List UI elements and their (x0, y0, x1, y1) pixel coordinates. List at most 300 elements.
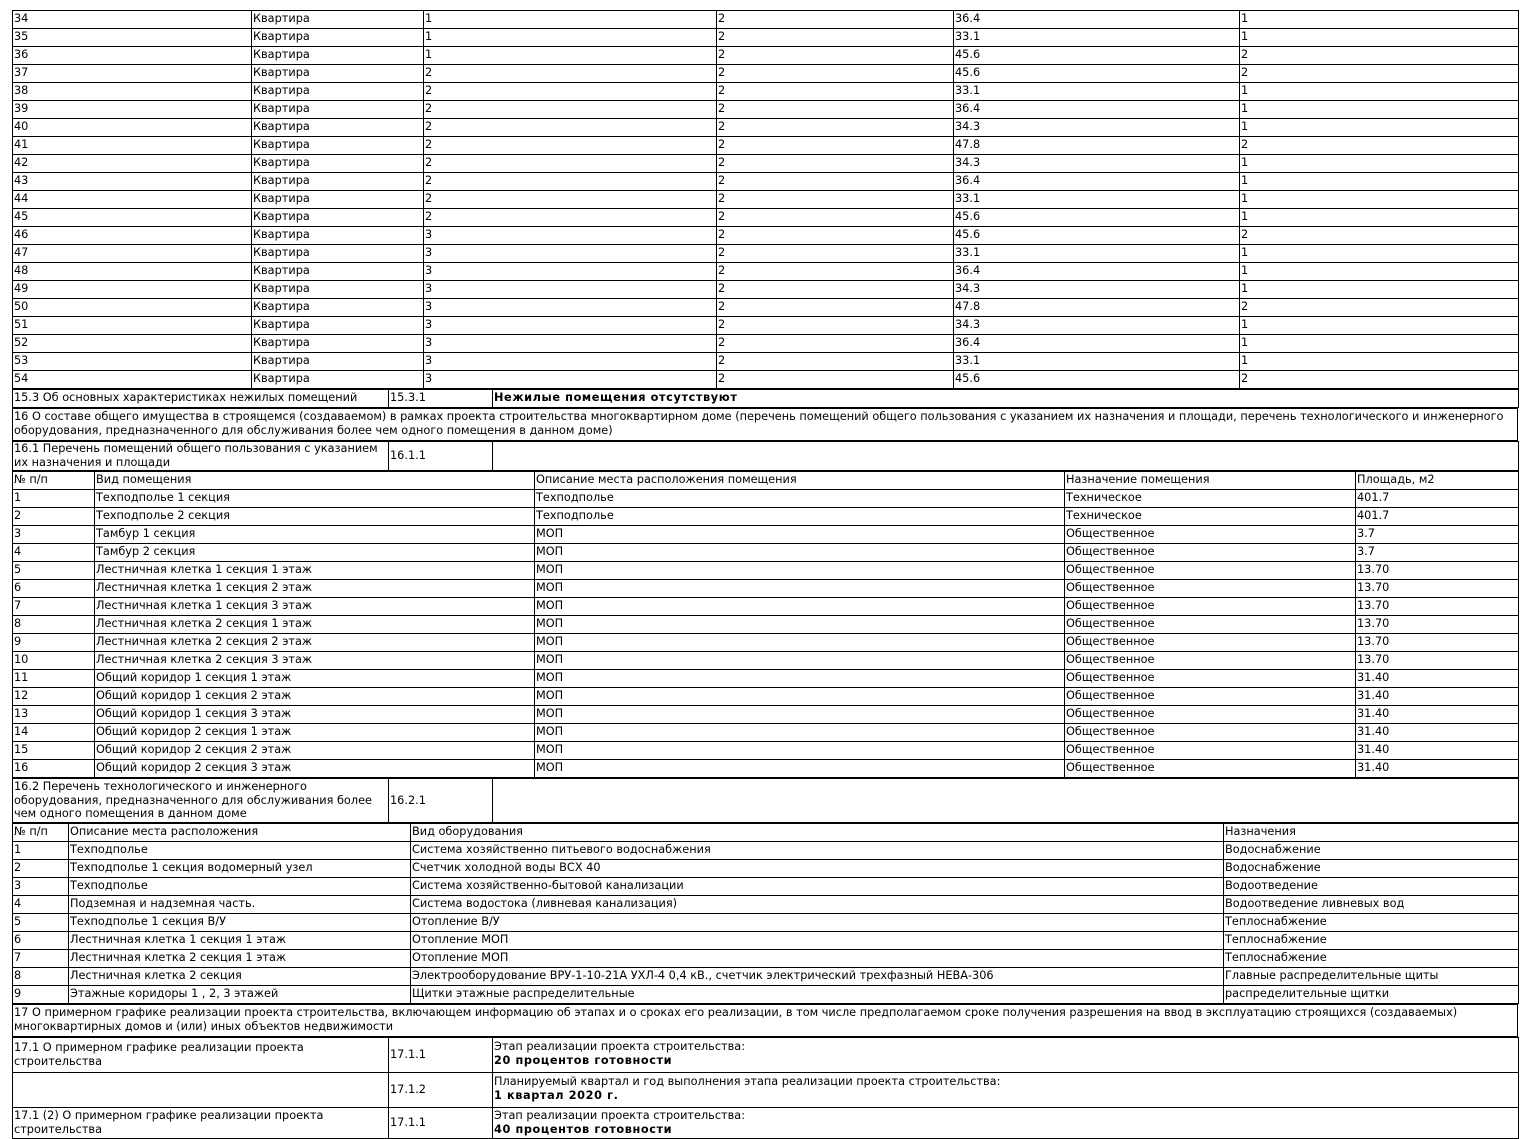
apartment-row-cell: 1 (1240, 173, 1519, 191)
premise-row (13, 526, 1519, 544)
header-cell: № п/п (13, 824, 69, 842)
equipment-row-cell: Отопление В/У (411, 914, 1224, 932)
header-cell: Площадь, м2 (1356, 472, 1519, 490)
apartment-row (13, 11, 1519, 29)
apartment-row-cell: 2 (717, 83, 954, 101)
apartment-row-cell: 3 (424, 245, 717, 263)
premise-row-cell: Общий коридор 2 секция 2 этаж (95, 742, 535, 760)
s16-1-code: 16.1.1 (389, 442, 493, 471)
equipment-row-cell: Техподполье 1 секция В/У (69, 914, 411, 932)
apartment-row-cell: 2 (1240, 65, 1519, 83)
apartment-row-cell: 3 (424, 263, 717, 281)
s16-2-code: 16.2.1 (389, 779, 493, 823)
equipment-table-body (13, 842, 1519, 1004)
apartment-row-cell: 2 (717, 119, 954, 137)
premise-row-cell: МОП (535, 634, 1065, 652)
premise-row-cell: 12 (13, 688, 95, 706)
s17-r1-value: 20 процентов готовности (494, 1053, 673, 1067)
apartment-row-cell: 2 (424, 101, 717, 119)
premise-row-cell: 3 (13, 526, 95, 544)
equipment-row-cell: Главные распределительные щиты (1224, 968, 1519, 986)
apartment-row-cell: Квартира (252, 29, 424, 47)
equipment-row-cell: Подземная и надземная часть. (69, 896, 411, 914)
premise-row-cell: Общественное (1065, 706, 1356, 724)
apartment-row-cell: 43 (13, 173, 252, 191)
premise-row-cell: Техническое (1065, 490, 1356, 508)
apartment-row-cell: 1 (1240, 317, 1519, 335)
apartment-row-cell: Квартира (252, 173, 424, 191)
premise-row-cell: МОП (535, 598, 1065, 616)
premise-row-cell: Общественное (1065, 688, 1356, 706)
premise-row-cell: Общий коридор 1 секция 1 этаж (95, 670, 535, 688)
premise-row-cell: Общественное (1065, 544, 1356, 562)
premise-row-cell: Техподполье 2 секция (95, 508, 535, 526)
apartment-row (13, 299, 1519, 317)
apartment-row-cell: Квартира (252, 209, 424, 227)
premise-row (13, 688, 1519, 706)
apartment-row-cell: 2 (717, 227, 954, 245)
apartment-row-cell: 2 (1240, 47, 1519, 65)
apartment-row-cell: 1 (1240, 263, 1519, 281)
premise-row-cell: Тамбур 2 секция (95, 544, 535, 562)
premise-row-cell: Общественное (1065, 670, 1356, 688)
apartment-row (13, 47, 1519, 65)
apartment-row-cell: 45.6 (954, 65, 1240, 83)
apartment-row-cell: 2 (717, 371, 954, 389)
premise-row-cell: 3.7 (1356, 526, 1519, 544)
apartment-row (13, 227, 1519, 245)
premise-row-cell: 13.70 (1356, 580, 1519, 598)
premise-row-cell: Общественное (1065, 526, 1356, 544)
equipment-row-cell: Лестничная клетка 2 секция (69, 968, 411, 986)
premise-row-cell: МОП (535, 688, 1065, 706)
equipment-row-cell: Водоотведение (1224, 878, 1519, 896)
apartment-row (13, 317, 1519, 335)
apartment-row-cell: 2 (717, 101, 954, 119)
apartment-row-cell: Квартира (252, 263, 424, 281)
apartment-row-cell: 2 (717, 65, 954, 83)
premise-row-cell: 2 (13, 508, 95, 526)
apartment-row-cell: 48 (13, 263, 252, 281)
equipment-row-cell: 2 (13, 860, 69, 878)
premise-row-cell: Общественное (1065, 724, 1356, 742)
apartment-row-cell: 1 (1240, 191, 1519, 209)
apartment-row-cell: 34.3 (954, 155, 1240, 173)
apartment-row-cell: 2 (717, 281, 954, 299)
apartment-row (13, 155, 1519, 173)
equipment-row-cell: Отопление МОП (411, 932, 1224, 950)
apartment-row-cell: 33.1 (954, 245, 1240, 263)
apartment-row (13, 209, 1519, 227)
section-17 (12, 1004, 1518, 1037)
s17-r3-code: 17.1.1 (389, 1108, 493, 1139)
apartment-row (13, 371, 1519, 389)
apartment-row-cell: 2 (424, 65, 717, 83)
apartment-row-cell: Квартира (252, 155, 424, 173)
equipment-row-cell: 6 (13, 932, 69, 950)
apartment-row-cell: 45.6 (954, 209, 1240, 227)
equipment-row-cell: Техподполье (69, 842, 411, 860)
premise-row-cell: МОП (535, 580, 1065, 598)
apartment-row-cell: 2 (1240, 299, 1519, 317)
s17-r3-label: 17.1 (2) О примерном графике реализации проекта строительства (13, 1108, 389, 1139)
apartment-row-cell: 47 (13, 245, 252, 263)
premise-row-cell: Лестничная клетка 2 секция 2 этаж (95, 634, 535, 652)
equipment-row-cell: 7 (13, 950, 69, 968)
apartment-row (13, 119, 1519, 137)
apartment-row-cell: 2 (717, 137, 954, 155)
premise-row (13, 706, 1519, 724)
equipment-row (13, 968, 1519, 986)
apartment-row-cell: 1 (1240, 245, 1519, 263)
premise-row-cell: МОП (535, 526, 1065, 544)
premise-row-cell: Лестничная клетка 2 секция 1 этаж (95, 616, 535, 634)
premise-row-cell: 13 (13, 706, 95, 724)
s17-r3-caption: Этап реализации проекта строительства: (494, 1109, 746, 1122)
s17-r1-label: 17.1 О примерном графике реализации проекта строительства (13, 1038, 389, 1073)
premise-row (13, 508, 1519, 526)
equipment-row (13, 950, 1519, 968)
apartment-row-cell: 2 (424, 173, 717, 191)
apartment-row-cell: Квартира (252, 191, 424, 209)
section-16-2-header (12, 778, 1519, 823)
apartment-row-cell: 2 (424, 209, 717, 227)
premise-row-cell: Общественное (1065, 742, 1356, 760)
apartment-row (13, 65, 1519, 83)
apartment-row-cell: Квартира (252, 11, 424, 29)
equipment-row-cell: 3 (13, 878, 69, 896)
premise-row (13, 652, 1519, 670)
premise-row (13, 490, 1519, 508)
s16-1-empty (493, 442, 1519, 471)
premise-row-cell: Общий коридор 1 секция 3 этаж (95, 706, 535, 724)
premise-row-cell: Общий коридор 2 секция 3 этаж (95, 760, 535, 778)
equipment-row-cell: распределительные щитки (1224, 986, 1519, 1004)
apartment-row-cell: 2 (424, 191, 717, 209)
premise-row-cell: 1 (13, 490, 95, 508)
s17-r2-code: 17.1.2 (389, 1073, 493, 1108)
apartment-row-cell: 34.3 (954, 281, 1240, 299)
apartment-row-cell: 36.4 (954, 263, 1240, 281)
header-cell: Вид помещения (95, 472, 535, 490)
apartment-row-cell: 51 (13, 317, 252, 335)
apartment-row (13, 245, 1519, 263)
apartments-table-body (13, 11, 1519, 389)
premise-row (13, 724, 1519, 742)
equipment-row-cell: Система хозяйственно питьевого водоснабжения (411, 842, 1224, 860)
equipment-row-cell: Отопление МОП (411, 950, 1224, 968)
premise-row-cell: МОП (535, 724, 1065, 742)
apartment-row-cell: 45.6 (954, 371, 1240, 389)
apartment-row-cell: 3 (424, 227, 717, 245)
apartment-row-cell: 2 (717, 191, 954, 209)
apartment-row-cell: 34.3 (954, 119, 1240, 137)
equipment-row (13, 914, 1519, 932)
equipment-row-cell: Щитки этажные распределительные (411, 986, 1224, 1004)
apartment-row-cell: 1 (1240, 209, 1519, 227)
premise-row-cell: Техническое (1065, 508, 1356, 526)
premise-row-cell: Общественное (1065, 598, 1356, 616)
apartment-row-cell: Квартира (252, 245, 424, 263)
premise-row-cell: 8 (13, 616, 95, 634)
apartment-row-cell: 3 (424, 299, 717, 317)
apartment-row-cell: 35 (13, 29, 252, 47)
equipment-row-cell: Теплоснабжение (1224, 932, 1519, 950)
equipment-row-cell: 9 (13, 986, 69, 1004)
premise-row-cell: 3.7 (1356, 544, 1519, 562)
premise-row-cell: 16 (13, 760, 95, 778)
equipment-row-cell: Водоотведение ливневых вод (1224, 896, 1519, 914)
premise-row (13, 544, 1519, 562)
premise-row-cell: 13.70 (1356, 652, 1519, 670)
apartment-row-cell: 39 (13, 101, 252, 119)
apartment-row-cell: Квартира (252, 281, 424, 299)
apartment-row-cell: 2 (717, 29, 954, 47)
premise-row-cell: Общественное (1065, 562, 1356, 580)
apartment-row-cell: 3 (424, 281, 717, 299)
apartment-row-cell: 47.8 (954, 137, 1240, 155)
premise-row (13, 562, 1519, 580)
premise-row-cell: Лестничная клетка 1 секция 3 этаж (95, 598, 535, 616)
apartment-row (13, 173, 1519, 191)
apartment-row-cell: 2 (717, 335, 954, 353)
equipment-row-cell: Теплоснабжение (1224, 914, 1519, 932)
apartment-row-cell: 45.6 (954, 227, 1240, 245)
apartment-row (13, 83, 1519, 101)
apartment-row-cell: Квартира (252, 137, 424, 155)
apartment-row-cell: 36 (13, 47, 252, 65)
premise-row-cell: Общий коридор 2 секция 1 этаж (95, 724, 535, 742)
apartment-row (13, 281, 1519, 299)
apartment-row (13, 29, 1519, 47)
apartment-row-cell: 33.1 (954, 353, 1240, 371)
equipment-row-cell: Лестничная клетка 1 секция 1 этаж (69, 932, 411, 950)
premise-row-cell: 11 (13, 670, 95, 688)
apartment-row-cell: 2 (717, 299, 954, 317)
equipment-row-cell: Счетчик холодной воды ВСХ 40 (411, 860, 1224, 878)
apartment-row-cell: 36.4 (954, 173, 1240, 191)
premise-row (13, 760, 1519, 778)
apartment-row-cell: 34 (13, 11, 252, 29)
premise-row-cell: МОП (535, 616, 1065, 634)
s16-2-empty (493, 779, 1519, 823)
document (12, 10, 1518, 1139)
s17-r1-code: 17.1.1 (389, 1038, 493, 1073)
section-17-schedule (12, 1037, 1519, 1139)
apartment-row (13, 353, 1519, 371)
s16-2-label: 16.2 Перечень технологического и инженерного оборудования, предназначенного для обслуживания более чем одного помещения в данном доме (13, 779, 389, 823)
premise-row-cell: МОП (535, 544, 1065, 562)
apartment-row-cell: 2 (717, 263, 954, 281)
apartment-row-cell: 1 (1240, 101, 1519, 119)
premise-row (13, 634, 1519, 652)
apartment-row-cell: 44 (13, 191, 252, 209)
equipment-row (13, 842, 1519, 860)
equipment-row (13, 860, 1519, 878)
header-cell: Назначения (1224, 824, 1519, 842)
apartment-row-cell: 3 (424, 317, 717, 335)
premise-row-cell: 31.40 (1356, 724, 1519, 742)
apartment-row (13, 263, 1519, 281)
premise-row-cell: Лестничная клетка 1 секция 1 этаж (95, 562, 535, 580)
apartment-row-cell: 33.1 (954, 29, 1240, 47)
s17-r2-label-empty (13, 1073, 389, 1108)
apartment-row-cell: 50 (13, 299, 252, 317)
s15-3-code: 15.3.1 (389, 390, 493, 408)
equipment-row-cell: Электрооборудование ВРУ-1-10-21А УХЛ-4 0,4 кВ., счетчик электрический трехфазный НЕВА-306 (411, 968, 1224, 986)
apartment-row-cell: 1 (424, 47, 717, 65)
apartment-row (13, 101, 1519, 119)
premise-row (13, 598, 1519, 616)
premise-row-cell: 14 (13, 724, 95, 742)
equipment-row-cell: 4 (13, 896, 69, 914)
common-premises-header-row (13, 472, 1519, 490)
apartment-row-cell: 40 (13, 119, 252, 137)
apartment-row-cell: 2 (1240, 371, 1519, 389)
premise-row-cell: 13.70 (1356, 616, 1519, 634)
apartment-row-cell: 52 (13, 335, 252, 353)
apartment-row-cell: 1 (1240, 353, 1519, 371)
apartment-row-cell: Квартира (252, 47, 424, 65)
apartment-row-cell: 1 (1240, 83, 1519, 101)
equipment-row (13, 986, 1519, 1004)
premise-row-cell: 31.40 (1356, 706, 1519, 724)
apartment-row-cell: Квартира (252, 227, 424, 245)
apartment-row-cell: 2 (717, 155, 954, 173)
premise-row-cell: 10 (13, 652, 95, 670)
premise-row-cell: 15 (13, 742, 95, 760)
apartment-row-cell: 2 (424, 83, 717, 101)
apartment-row-cell: Квартира (252, 83, 424, 101)
premise-row-cell: 401.7 (1356, 508, 1519, 526)
apartment-row-cell: 33.1 (954, 191, 1240, 209)
equipment-row-cell: Этажные коридоры 1 , 2, 3 этажей (69, 986, 411, 1004)
apartment-row-cell: 2 (717, 11, 954, 29)
apartment-row-cell: 41 (13, 137, 252, 155)
apartment-row-cell: 2 (717, 47, 954, 65)
apartment-row-cell: 2 (1240, 137, 1519, 155)
apartment-row-cell: Квартира (252, 317, 424, 335)
apartment-row-cell: 34.3 (954, 317, 1240, 335)
apartment-row-cell: 3 (424, 353, 717, 371)
premise-row-cell: 5 (13, 562, 95, 580)
apartment-row-cell: 3 (424, 371, 717, 389)
premise-row-cell: Тамбур 1 секция (95, 526, 535, 544)
premise-row-cell: МОП (535, 760, 1065, 778)
apartment-row (13, 335, 1519, 353)
apartment-row-cell: 2 (717, 173, 954, 191)
premise-row-cell: 13.70 (1356, 562, 1519, 580)
equipment-row-cell: 5 (13, 914, 69, 932)
header-cell: Назначение помещения (1065, 472, 1356, 490)
premise-row-cell: 13.70 (1356, 598, 1519, 616)
premise-row-cell: 13.70 (1356, 634, 1519, 652)
apartment-row-cell: 45.6 (954, 47, 1240, 65)
equipment-table (12, 823, 1519, 1004)
apartment-row-cell: 2 (717, 317, 954, 335)
header-cell: Вид оборудования (411, 824, 1224, 842)
s15-3-value: Нежилые помещения отсутствуют (493, 390, 1519, 408)
apartment-row-cell: 2 (424, 155, 717, 173)
premise-row-cell: Лестничная клетка 2 секция 3 этаж (95, 652, 535, 670)
equipment-row-cell: Система хозяйственно-бытовой канализации (411, 878, 1224, 896)
premise-row-cell: Общественное (1065, 616, 1356, 634)
premise-row-cell: МОП (535, 670, 1065, 688)
apartment-row-cell: 2 (717, 209, 954, 227)
premise-row-cell: 31.40 (1356, 760, 1519, 778)
apartment-row-cell: 1 (1240, 155, 1519, 173)
apartment-row (13, 137, 1519, 155)
premise-row-cell: 31.40 (1356, 670, 1519, 688)
premise-row-cell: 9 (13, 634, 95, 652)
apartment-row-cell: 2 (424, 137, 717, 155)
equipment-row-cell: Техподполье 1 секция водомерный узел (69, 860, 411, 878)
premise-row-cell: Общественное (1065, 760, 1356, 778)
equipment-row-cell: Лестничная клетка 2 секция 1 этаж (69, 950, 411, 968)
apartment-row-cell: 2 (1240, 227, 1519, 245)
apartment-row-cell: 54 (13, 371, 252, 389)
apartment-row (13, 191, 1519, 209)
premise-row-cell: Общественное (1065, 580, 1356, 598)
premise-row-cell: МОП (535, 652, 1065, 670)
equipment-row-cell: Техподполье (69, 878, 411, 896)
premise-row-cell: Общественное (1065, 652, 1356, 670)
premise-row (13, 580, 1519, 598)
premise-row-cell: 6 (13, 580, 95, 598)
apartment-row-cell: Квартира (252, 353, 424, 371)
premise-row-cell: Техподполье 1 секция (95, 490, 535, 508)
section-15-3 (12, 389, 1519, 408)
s17-r2-value: 1 квартал 2020 г. (494, 1088, 619, 1102)
apartment-row-cell: 1 (424, 29, 717, 47)
apartment-row-cell: 2 (717, 245, 954, 263)
section-16 (12, 408, 1518, 441)
s17-r2-caption: Планируемый квартал и год выполнения этапа реализации проекта строительства: (494, 1075, 1001, 1088)
apartment-row-cell: 38 (13, 83, 252, 101)
apartment-row-cell: 1 (1240, 11, 1519, 29)
apartment-row-cell: 47.8 (954, 299, 1240, 317)
equipment-row (13, 932, 1519, 950)
premise-row-cell: МОП (535, 706, 1065, 724)
apartment-row-cell: 36.4 (954, 101, 1240, 119)
s16-title: 16 О составе общего имущества в строящемся (создаваемом) в рамках проекта строительства многоквартирном доме (перечень помещений общего пользования с указанием их назначения и площади, перечень технологического и инженерного оборудования, предназначенного для обслуживания более чем одного помещения в данном доме) (13, 409, 1518, 441)
equipment-row (13, 896, 1519, 914)
premise-row-cell: Техподполье (535, 508, 1065, 526)
s17-r1-caption: Этап реализации проекта строительства: (494, 1040, 746, 1053)
premise-row-cell: 7 (13, 598, 95, 616)
premise-row-cell: 31.40 (1356, 688, 1519, 706)
apartment-row-cell: Квартира (252, 371, 424, 389)
apartment-row-cell: 36.4 (954, 11, 1240, 29)
apartment-row-cell: 49 (13, 281, 252, 299)
apartment-row-cell: 33.1 (954, 83, 1240, 101)
apartment-row-cell: Квартира (252, 65, 424, 83)
apartment-row-cell: Квартира (252, 119, 424, 137)
equipment-row-cell: Система водостока (ливневая канализация) (411, 896, 1224, 914)
apartment-row-cell: Квартира (252, 335, 424, 353)
common-premises-table-body (13, 490, 1519, 778)
header-cell: Описание места расположения помещения (535, 472, 1065, 490)
equipment-row-cell: Теплоснабжение (1224, 950, 1519, 968)
s17-title: 17 О примерном графике реализации проекта строительства, включающем информацию об этапах и о сроках его реализации, в том числе предполагаемом сроке получения разрешения на ввод в эксплуатацию строящихся (создаваемых) многоквартирных домов и (или) иных объектов недвижимости (13, 1005, 1518, 1037)
apartment-row-cell: 2 (717, 353, 954, 371)
s17-r3-value: 40 процентов готовности (494, 1122, 673, 1136)
s15-3-label: 15.3 Об основных характеристиках нежилых помещений (13, 390, 389, 408)
premise-row (13, 670, 1519, 688)
apartment-row-cell: 36.4 (954, 335, 1240, 353)
apartment-row-cell: 2 (424, 119, 717, 137)
apartments-table (12, 10, 1519, 389)
